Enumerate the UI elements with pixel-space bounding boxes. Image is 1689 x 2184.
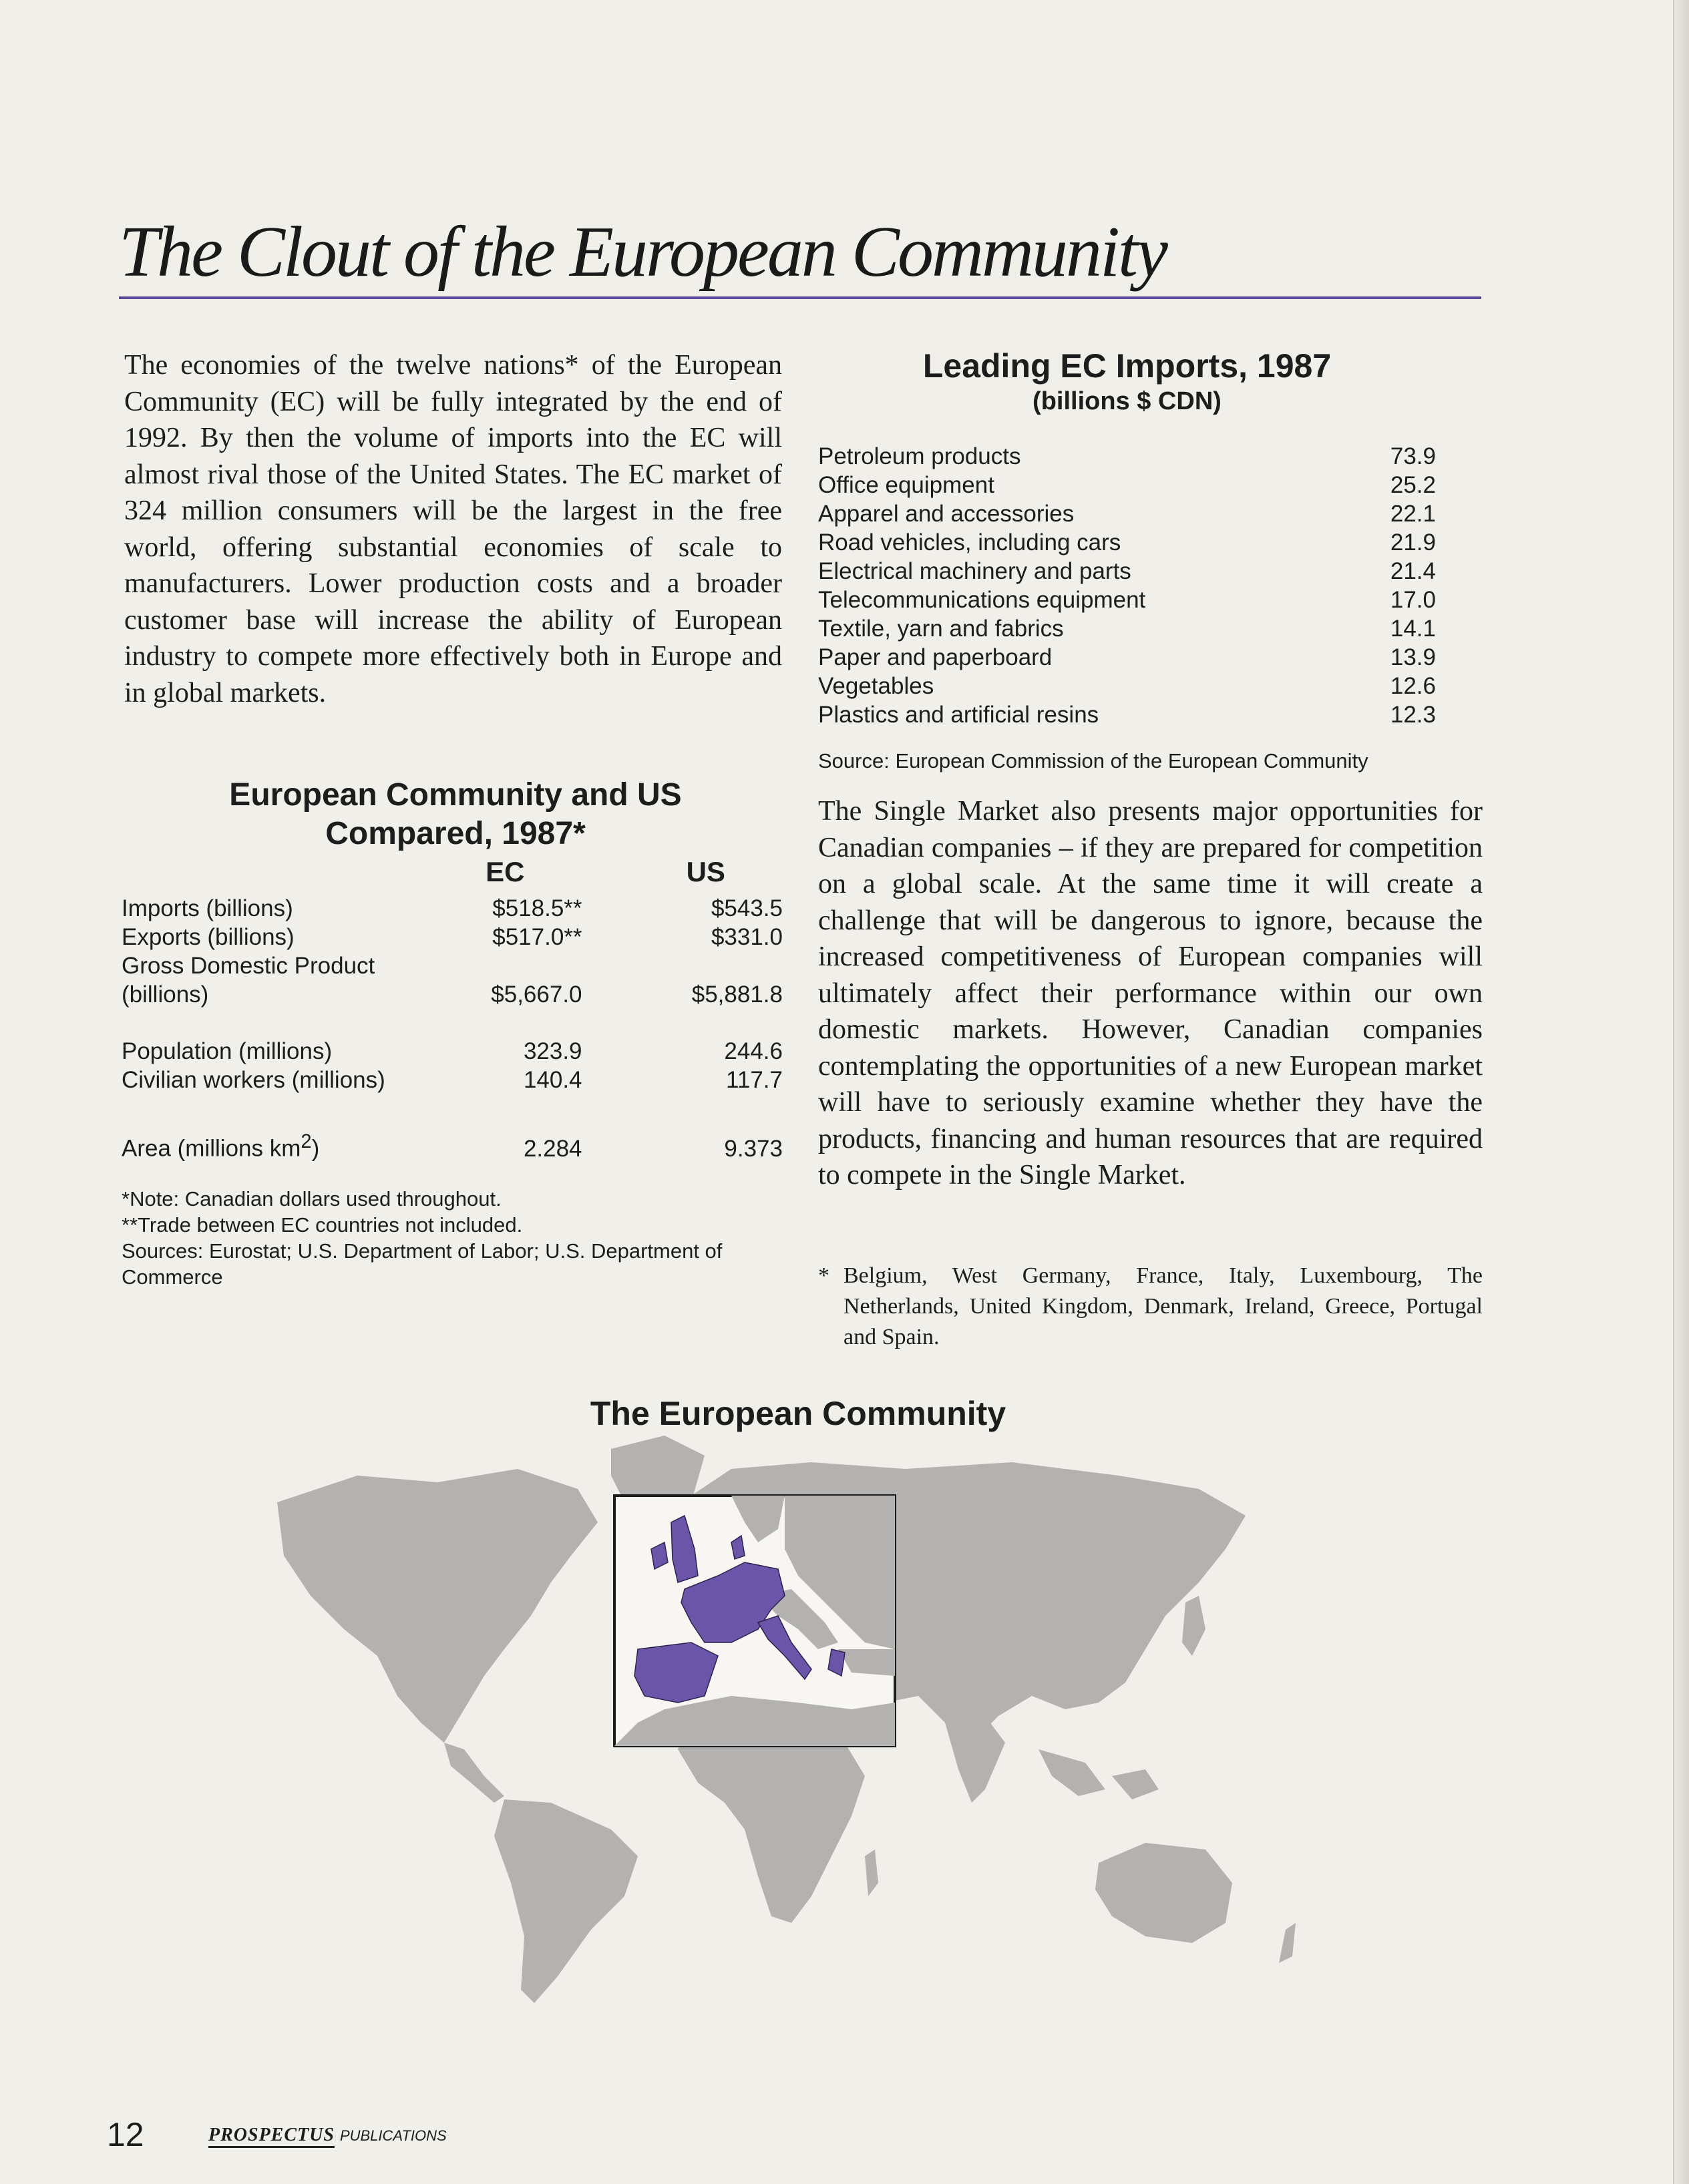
import-name: Office equipment <box>818 472 994 498</box>
imports-subtitle: (billions $ CDN) <box>1033 387 1222 415</box>
table-row <box>122 894 789 923</box>
import-value: 73.9 <box>1390 443 1436 469</box>
list-item <box>818 643 1436 672</box>
import-value: 22.1 <box>1390 501 1436 527</box>
madagascar-shape <box>865 1849 878 1896</box>
central-america-shape <box>444 1743 504 1803</box>
list-item <box>818 442 1436 471</box>
table-row <box>122 1037 789 1066</box>
table-row <box>122 1066 789 1094</box>
import-value: 14.1 <box>1390 616 1436 642</box>
area-label-end: ) <box>311 1135 320 1162</box>
import-name: Telecommunications equipment <box>818 587 1146 613</box>
comparison-title <box>122 776 789 853</box>
australia-shape <box>1095 1843 1232 1943</box>
list-item <box>818 471 1436 499</box>
import-name: Textile, yarn and fabrics <box>818 616 1064 642</box>
row-us-value <box>629 951 789 980</box>
comparison-title-line2: Compared, 1987* <box>325 816 586 851</box>
row-us-value: 117.7 <box>726 1067 783 1093</box>
area-label-text: Area (millions km <box>122 1135 301 1162</box>
row-label: Imports (billions) <box>122 895 293 921</box>
row-label: Gross Domestic Product <box>122 953 375 979</box>
imports-section <box>818 347 1436 773</box>
row-us-value: 9.373 <box>724 1135 783 1162</box>
row-ec-value: $517.0** <box>492 924 582 950</box>
import-name: Plastics and artificial resins <box>818 702 1099 728</box>
import-value: 21.4 <box>1390 558 1436 584</box>
list-item <box>818 586 1436 614</box>
intro-paragraph: The economies of the twelve nations* of the European Community (EC) will be fully integrated by the end of 1992. By then the volume of imports into the EC will almost rival those of the United States. The EC market of 324 million consumers will be the largest in the free world, offering substantial economies of scale to manufacturers. Lower production costs and a broader customer base will increase the ability of European industry to compete more effectively both in Europe and in global markets. <box>124 350 782 708</box>
page-number: 12 <box>107 2116 144 2153</box>
comparison-table <box>122 857 789 1163</box>
note-line: Sources: Eurostat; U.S. Department of Labor; U.S. Department of Commerce <box>122 1239 723 1289</box>
import-name: Paper and paperboard <box>818 644 1053 670</box>
import-value: 12.6 <box>1390 673 1436 699</box>
row-us-value: 244.6 <box>724 1038 783 1064</box>
row-ec-value: 323.9 <box>523 1038 582 1064</box>
table-row <box>122 1128 789 1163</box>
header-ec: EC <box>486 856 525 887</box>
list-item <box>818 499 1436 528</box>
comparison-section <box>122 776 789 1290</box>
north-america-shape <box>277 1469 598 1743</box>
japan-shape <box>1182 1596 1205 1656</box>
imports-source: Source: European Commission of the European Community <box>818 749 1368 773</box>
area-label-sup: 2 <box>301 1131 312 1152</box>
title-rule <box>119 296 1481 299</box>
import-name: Road vehicles, including cars <box>818 529 1121 556</box>
note-line: *Note: Canadian dollars used throughout. <box>122 1186 502 1211</box>
import-value: 25.2 <box>1390 472 1436 498</box>
table-row <box>122 951 789 980</box>
south-america-shape <box>494 1799 638 2003</box>
import-name: Apparel and accessories <box>818 501 1075 527</box>
list-item <box>818 614 1436 643</box>
page-title: The Clout of the European Community <box>119 212 1166 292</box>
page-edge <box>1673 0 1689 2184</box>
row-us-value: $5,881.8 <box>691 981 783 1008</box>
header-blank <box>122 857 428 894</box>
publisher-tag: PUBLICATIONS <box>339 2127 447 2144</box>
list-item <box>818 557 1436 586</box>
comparison-notes <box>122 1186 789 1290</box>
import-value: 17.0 <box>1390 587 1436 613</box>
comparison-header-row <box>122 857 789 894</box>
header-us: US <box>686 856 725 887</box>
row-us-value: $543.5 <box>711 895 783 921</box>
table-row <box>122 923 789 951</box>
iberia-shape <box>634 1643 718 1703</box>
table-row <box>122 980 789 1009</box>
india-shape <box>945 1716 1005 1803</box>
import-value: 13.9 <box>1390 644 1436 670</box>
list-item <box>818 528 1436 557</box>
row-ec-value: $5,667.0 <box>491 981 582 1008</box>
opportunities-paragraph: The Single Market also presents major opportunities for Canadian companies – if they are prepared for competition on a global scale. At the same time it will create a challenge that will be dangerous to ignore, because the increased competitiveness of European companies will ultimately affect their performance within our own domestic markets. However, Canadian companies contemplating the opportunities of a new European market will have to seriously examine whether they have the products, financing and human resources that are required to compete in the Single Market. <box>818 796 1483 1190</box>
import-value: 21.9 <box>1390 529 1436 556</box>
map-title: The European Community <box>590 1395 1006 1432</box>
publisher-logo: PROSPECTUS <box>208 2125 335 2148</box>
row-label: Civilian workers (millions) <box>122 1067 385 1093</box>
footnote-text: Belgium, West Germany, France, Italy, Luxembourg, The Netherlands, United Kingdom, Denmark, Ireland, Greece, Portugal and Spain. <box>843 1263 1483 1349</box>
note-line: **Trade between EC countries not included. <box>122 1213 523 1237</box>
row-ec-value: $518.5** <box>492 895 582 921</box>
list-item <box>818 672 1436 700</box>
imports-list <box>818 442 1436 729</box>
comparison-title-line1: European Community and US <box>229 777 682 813</box>
row-spacer <box>122 1009 789 1037</box>
nations-footnote <box>818 1261 1483 1353</box>
row-ec-value <box>428 951 628 980</box>
row-ec-value: 2.284 <box>523 1135 582 1162</box>
import-name: Vegetables <box>818 673 934 699</box>
southeast-asia-islands-shape <box>1039 1749 1159 1799</box>
publisher-mark <box>208 2125 447 2148</box>
new-zealand-shape <box>1279 1923 1296 1963</box>
list-item <box>818 700 1436 729</box>
import-name: Petroleum products <box>818 443 1021 469</box>
import-name: Electrical machinery and parts <box>818 558 1131 584</box>
row-spacer <box>122 1094 789 1128</box>
row-us-value: $331.0 <box>711 924 783 950</box>
row-ec-value: 140.4 <box>523 1067 582 1093</box>
row-label: (billions) <box>122 981 209 1008</box>
world-map <box>264 1429 1359 2030</box>
europe-inset <box>614 1496 895 1746</box>
imports-title: Leading EC Imports, 1987 <box>922 347 1332 385</box>
footnote-marker: * <box>818 1263 829 1288</box>
row-label: Exports (billions) <box>122 924 295 950</box>
row-label: Population (millions) <box>122 1038 333 1064</box>
row-label <box>122 1128 428 1163</box>
import-value: 12.3 <box>1390 702 1436 728</box>
